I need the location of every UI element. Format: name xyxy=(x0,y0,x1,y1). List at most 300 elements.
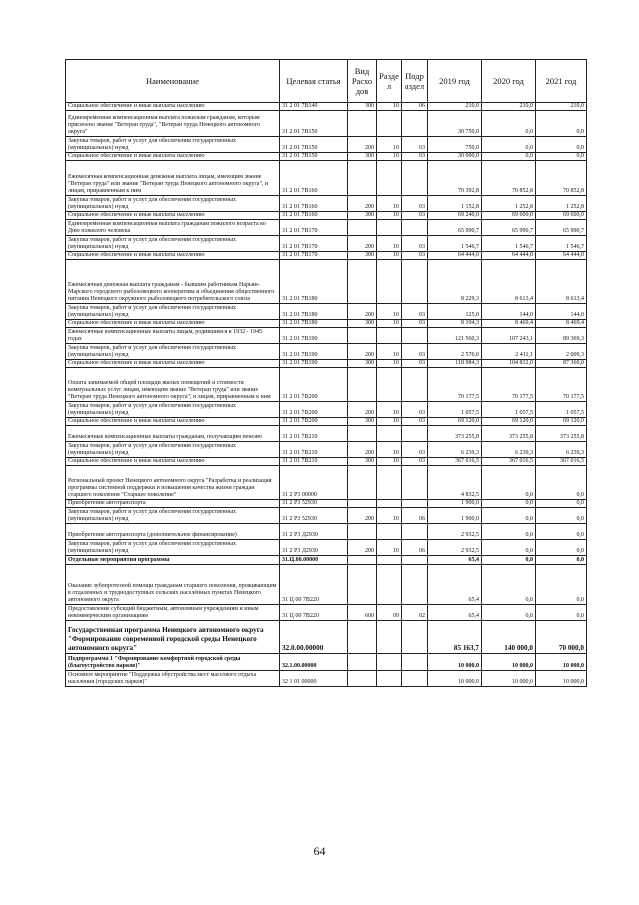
cell-rz: 10 xyxy=(377,103,402,111)
cell-2021: 367 016,5 xyxy=(536,458,587,466)
cell-name: Ежемесячная компенсационная денежная выплата лицам, имеющим звание "Ветеран труда" или звание "Ветеран труда Ненецкого автономного округа", и лицам, приравненным к ним xyxy=(66,161,280,196)
cell-target: 31 2 01 7В170 xyxy=(280,252,348,260)
cell-rz: 10 xyxy=(377,212,402,220)
table-row xyxy=(66,605,587,621)
cell-vr xyxy=(348,260,377,304)
table-row xyxy=(66,304,587,320)
cell-2019: 1 900,0 xyxy=(428,500,482,508)
cell-2019: 210,0 xyxy=(428,103,482,111)
cell-2021: 65 990,7 xyxy=(536,220,587,236)
cell-rz xyxy=(377,111,402,137)
header-2020: 2020 год xyxy=(482,60,536,103)
cell-2020: 144,0 xyxy=(482,304,536,320)
cell-target: 31 2 01 7В170 xyxy=(280,220,348,236)
cell-target: 31 2 Р3 Д2930 xyxy=(280,540,348,556)
cell-name: Социальное обеспечение и иные выплаты населению xyxy=(66,153,280,161)
cell-pr xyxy=(402,671,428,687)
cell-2020: 0,0 xyxy=(482,605,536,621)
cell-vr: 300 xyxy=(348,320,377,328)
table-row xyxy=(66,654,587,671)
cell-2021: 70 000,0 xyxy=(536,621,587,654)
table-row xyxy=(66,196,587,212)
cell-name: Закупка товаров, работ и услуг для обеспечения государственных (муниципальных) нужд xyxy=(66,508,280,524)
cell-2019: 367 016,5 xyxy=(428,458,482,466)
cell-rz xyxy=(377,220,402,236)
header-2019: 2019 год xyxy=(428,60,482,103)
cell-name: Оплата занимаемой общей площади жилых помещений и стоимости коммунальных услуг лицам, имеющим звание "Ветеран труда" или звание "Ветеран труда Ненецкого автономного округа", и лицам, приравненным к ним xyxy=(66,368,280,402)
cell-2021: 10 000,0 xyxy=(536,654,587,671)
cell-rz xyxy=(377,466,402,500)
cell-2021: 144,0 xyxy=(536,304,587,320)
cell-2019: 118 984,3 xyxy=(428,360,482,368)
cell-2020: 0,0 xyxy=(482,153,536,161)
cell-2021: 0,0 xyxy=(536,556,587,565)
cell-2020: 367 016,5 xyxy=(482,458,536,466)
cell-pr xyxy=(402,426,428,442)
header-rz: Разде л xyxy=(377,60,402,103)
cell-target: 31 2 01 7В170 xyxy=(280,236,348,252)
cell-2019: 2 932,5 xyxy=(428,540,482,556)
cell-vr xyxy=(348,426,377,442)
table-row xyxy=(66,426,587,442)
cell-2021: 10 000,0 xyxy=(536,671,587,687)
table-row xyxy=(66,466,587,500)
cell-2019: 10 000,0 xyxy=(428,654,482,671)
cell-2019: 6 239,3 xyxy=(428,442,482,458)
table-row xyxy=(66,103,587,111)
cell-target: 31 2 01 7В160 xyxy=(280,196,348,212)
cell-name: Единовременная компенсационная выплата гражданам пожилого возраста ко Дню пожилого человека xyxy=(66,220,280,236)
cell-pr: 03 xyxy=(402,212,428,220)
cell-vr: 300 xyxy=(348,153,377,161)
table-row xyxy=(66,252,587,260)
cell-rz: 10 xyxy=(377,442,402,458)
cell-2019: 2 932,5 xyxy=(428,524,482,540)
cell-rz xyxy=(377,654,402,671)
cell-pr: 06 xyxy=(402,508,428,524)
cell-vr: 300 xyxy=(348,360,377,368)
cell-rz xyxy=(377,328,402,344)
cell-rz: 10 xyxy=(377,360,402,368)
cell-vr: 300 xyxy=(348,418,377,426)
cell-2021: 1 057,5 xyxy=(536,402,587,418)
cell-rz xyxy=(377,556,402,565)
cell-2020: 1 057,5 xyxy=(482,402,536,418)
cell-target: 32.0.00.00000 xyxy=(280,621,348,654)
cell-name: Закупка товаров, работ и услуг для обеспечения государственных (муниципальных) нужд xyxy=(66,344,280,360)
cell-pr xyxy=(402,260,428,304)
cell-rz: 10 xyxy=(377,153,402,161)
cell-pr: 06 xyxy=(402,540,428,556)
cell-rz: 10 xyxy=(377,508,402,524)
cell-name: Социальное обеспечение и иные выплаты населению xyxy=(66,252,280,260)
cell-2019: 30 750,0 xyxy=(428,111,482,137)
cell-2020: 0,0 xyxy=(482,111,536,137)
cell-2019: 65,4 xyxy=(428,605,482,621)
cell-2020: 8 613,4 xyxy=(482,260,536,304)
table-row xyxy=(66,320,587,328)
table-row xyxy=(66,260,587,304)
cell-rz xyxy=(377,565,402,605)
cell-pr xyxy=(402,565,428,605)
cell-2019: 4 832,5 xyxy=(428,466,482,500)
cell-2020: 70 852,8 xyxy=(482,161,536,196)
cell-rz: 10 xyxy=(377,252,402,260)
cell-name: Единовременная компенсационная выплата пожилым гражданам, которым присвоено звание "Ветеран труда", "Ветеран труда Ненецкого автономного округа" xyxy=(66,111,280,137)
cell-rz: 10 xyxy=(377,320,402,328)
table-row xyxy=(66,671,587,687)
cell-target: 31 Ц 00 7В220 xyxy=(280,565,348,605)
cell-2020: 0,0 xyxy=(482,508,536,524)
cell-2020: 0,0 xyxy=(482,466,536,500)
cell-rz: 10 xyxy=(377,196,402,212)
cell-vr xyxy=(348,671,377,687)
cell-2020: 0,0 xyxy=(482,500,536,508)
table-row xyxy=(66,161,587,196)
cell-2020: 10 000,0 xyxy=(482,671,536,687)
cell-pr: 03 xyxy=(402,402,428,418)
cell-pr: 03 xyxy=(402,252,428,260)
cell-2021: 0,0 xyxy=(536,605,587,621)
cell-2021: 1 252,8 xyxy=(536,196,587,212)
cell-vr: 200 xyxy=(348,344,377,360)
cell-2021: 0,0 xyxy=(536,540,587,556)
cell-2019: 69 240,0 xyxy=(428,212,482,220)
cell-name: Закупка товаров, работ и услуг для обеспечения государственных (муниципальных) нужд xyxy=(66,304,280,320)
table-row xyxy=(66,368,587,402)
cell-target: 31 2 Р3 52930 xyxy=(280,508,348,524)
table-row xyxy=(66,418,587,426)
cell-2020: 10 000,0 xyxy=(482,654,536,671)
cell-pr xyxy=(402,524,428,540)
header-name: Наименование xyxy=(66,60,280,103)
cell-2021: 8 613,4 xyxy=(536,260,587,304)
cell-target: 31 2 01 7В180 xyxy=(280,304,348,320)
cell-2021: 69 600,0 xyxy=(536,212,587,220)
cell-pr: 03 xyxy=(402,137,428,153)
cell-name: Социальное обеспечение и иные выплаты населению xyxy=(66,458,280,466)
cell-vr xyxy=(348,466,377,500)
cell-name: Подпрограмма 1 "Формирование комфортной городской среды (благоустройство парков)" xyxy=(66,654,280,671)
cell-name: Региональный проект Ненецкого автономного округа "Разработка и реализация программы системной поддержки и повышения качества жизни граждан старшего поколения "Старшее поколение" xyxy=(66,466,280,500)
cell-2019: 125,0 xyxy=(428,304,482,320)
cell-target: 31 2 Р3 00000 xyxy=(280,466,348,500)
cell-name: Социальное обеспечение и иные выплаты населению xyxy=(66,360,280,368)
table-row xyxy=(66,565,587,605)
cell-name: Социальное обеспечение и иные выплаты населению xyxy=(66,103,280,111)
cell-2021: 70 852,8 xyxy=(536,161,587,196)
cell-2019: 65 990,7 xyxy=(428,220,482,236)
table-row xyxy=(66,360,587,368)
cell-pr xyxy=(402,556,428,565)
cell-vr xyxy=(348,111,377,137)
cell-vr: 200 xyxy=(348,508,377,524)
cell-vr xyxy=(348,654,377,671)
cell-pr: 03 xyxy=(402,344,428,360)
table-row xyxy=(66,344,587,360)
cell-vr xyxy=(348,328,377,344)
table-row xyxy=(66,442,587,458)
cell-2020: 70 177,5 xyxy=(482,368,536,402)
cell-2019: 1 057,5 xyxy=(428,402,482,418)
cell-name: Оказание зубопротезной помощи гражданам старшего поколения, проживающим в отдаленных и труднодоступных сельских населённых пунктах Ненецкого автономного округа xyxy=(66,565,280,605)
cell-2019: 70 177,5 xyxy=(428,368,482,402)
cell-vr xyxy=(348,565,377,605)
cell-2021: 2 009,3 xyxy=(536,344,587,360)
cell-2020: 1 546,7 xyxy=(482,236,536,252)
table-row xyxy=(66,402,587,418)
cell-rz: 09 xyxy=(377,605,402,621)
cell-2020: 0,0 xyxy=(482,556,536,565)
cell-vr xyxy=(348,220,377,236)
cell-pr xyxy=(402,466,428,500)
cell-name: Ежемесячные компенсационные выплаты лицам, родившимся в 1932 - 1945 годах xyxy=(66,328,280,344)
header-pr: Подр аздел xyxy=(402,60,428,103)
cell-target: 32 1 01 00000 xyxy=(280,671,348,687)
cell-2019: 8 229,3 xyxy=(428,260,482,304)
cell-pr: 03 xyxy=(402,418,428,426)
cell-2021: 0,0 xyxy=(536,153,587,161)
cell-target: 31 2 01 7В200 xyxy=(280,418,348,426)
table-row xyxy=(66,508,587,524)
cell-vr xyxy=(348,368,377,402)
cell-2021: 70 177,5 xyxy=(536,368,587,402)
cell-2021: 87 360,0 xyxy=(536,360,587,368)
cell-rz: 10 xyxy=(377,458,402,466)
cell-name: Приобретение автотранспорта (дополнительное финансирование) xyxy=(66,524,280,540)
cell-rz xyxy=(377,426,402,442)
cell-2019: 64 444,0 xyxy=(428,252,482,260)
cell-pr: 02 xyxy=(402,605,428,621)
cell-pr: 03 xyxy=(402,236,428,252)
cell-name: Закупка товаров, работ и услуг для обеспечения государственных (муниципальных) нужд xyxy=(66,196,280,212)
table-row xyxy=(66,111,587,137)
cell-vr: 300 xyxy=(348,458,377,466)
cell-2019: 70 392,8 xyxy=(428,161,482,196)
table-row xyxy=(66,220,587,236)
cell-target: 31 2 01 7В150 xyxy=(280,153,348,161)
cell-2020: 65 990,7 xyxy=(482,220,536,236)
cell-2020: 0,0 xyxy=(482,524,536,540)
cell-name: Социальное обеспечение и иные выплаты населению xyxy=(66,212,280,220)
cell-2021: 0,0 xyxy=(536,466,587,500)
cell-2019: 65,4 xyxy=(428,556,482,565)
cell-2021: 373 255,8 xyxy=(536,426,587,442)
cell-name: Ежемесячные компенсационные выплаты гражданам, получающим пенсию xyxy=(66,426,280,442)
cell-2019: 8 104,3 xyxy=(428,320,482,328)
cell-name: Закупка товаров, работ и услуг для обеспечения государственных (муниципальных) нужд xyxy=(66,236,280,252)
cell-vr: 200 xyxy=(348,304,377,320)
cell-2021: 6 239,3 xyxy=(536,442,587,458)
table-row xyxy=(66,328,587,344)
cell-2021: 0,0 xyxy=(536,508,587,524)
cell-pr: 03 xyxy=(402,360,428,368)
cell-2020: 140 000,0 xyxy=(482,621,536,654)
table-row xyxy=(66,236,587,252)
cell-pr: 03 xyxy=(402,458,428,466)
cell-target: 31 2 01 7В200 xyxy=(280,402,348,418)
cell-2021: 89 369,3 xyxy=(536,328,587,344)
cell-2020: 8 469,4 xyxy=(482,320,536,328)
cell-name: Приобретение автотранспорта xyxy=(66,500,280,508)
cell-vr: 300 xyxy=(348,252,377,260)
cell-pr xyxy=(402,654,428,671)
cell-target: 31 2 01 7В200 xyxy=(280,368,348,402)
cell-rz xyxy=(377,621,402,654)
cell-target: 31.Ц.00.00000 xyxy=(280,556,348,565)
table-row xyxy=(66,500,587,508)
cell-2020: 107 243,1 xyxy=(482,328,536,344)
cell-2019: 30 000,0 xyxy=(428,153,482,161)
cell-target: 31 2 01 7В210 xyxy=(280,458,348,466)
cell-2020: 64 444,0 xyxy=(482,252,536,260)
cell-2021: 0,0 xyxy=(536,524,587,540)
cell-target: 31 2 01 7В140 xyxy=(280,103,348,111)
cell-2019: 1 546,7 xyxy=(428,236,482,252)
cell-2021: 0,0 xyxy=(536,500,587,508)
cell-target: 31 Ц 00 7В220 xyxy=(280,605,348,621)
cell-target: 31 2 01 7В150 xyxy=(280,111,348,137)
cell-target: 31 2 01 7В190 xyxy=(280,360,348,368)
cell-2021: 0,0 xyxy=(536,565,587,605)
cell-2020: 2 411,1 xyxy=(482,344,536,360)
cell-name: Закупка товаров, работ и услуг для обеспечения государственных (муниципальных) нужд xyxy=(66,540,280,556)
cell-vr: 300 xyxy=(348,212,377,220)
cell-vr: 200 xyxy=(348,402,377,418)
table-row xyxy=(66,621,587,654)
cell-2020: 104 832,0 xyxy=(482,360,536,368)
cell-2020: 6 239,3 xyxy=(482,442,536,458)
cell-2019: 121 560,3 xyxy=(428,328,482,344)
cell-name: Государственная программа Ненецкого автономного округа "Формирование современной городской среды Ненецкого автономного округа" xyxy=(66,621,280,654)
cell-vr: 200 xyxy=(348,196,377,212)
cell-rz: 10 xyxy=(377,540,402,556)
cell-rz: 10 xyxy=(377,418,402,426)
cell-2021: 69 120,0 xyxy=(536,418,587,426)
cell-rz: 10 xyxy=(377,137,402,153)
cell-name: Закупка товаров, работ и услуг для обеспечения государственных (муниципальных) нужд xyxy=(66,137,280,153)
cell-vr xyxy=(348,161,377,196)
page-number: 64 xyxy=(313,844,326,858)
cell-2019: 65,4 xyxy=(428,565,482,605)
cell-rz: 10 xyxy=(377,402,402,418)
cell-rz: 10 xyxy=(377,344,402,360)
cell-2019: 750,0 xyxy=(428,137,482,153)
header-vr: Вид Расхо дов xyxy=(348,60,377,103)
cell-name: Предоставление субсидий бюджетным, автономным учреждениям и иным некоммерческим организациям xyxy=(66,605,280,621)
cell-vr: 200 xyxy=(348,540,377,556)
cell-2019: 10 000,0 xyxy=(428,671,482,687)
cell-2019: 373 255,8 xyxy=(428,426,482,442)
cell-pr: 03 xyxy=(402,196,428,212)
header-2021: 2021 год xyxy=(536,60,587,103)
cell-2019: 1 900,0 xyxy=(428,508,482,524)
cell-name: Социальное обеспечение и иные выплаты населению xyxy=(66,320,280,328)
cell-2019: 1 152,8 xyxy=(428,196,482,212)
cell-name: Ежемесячная денежная выплата гражданам - бывшим работникам Нарьян-Марского городского рыболовецкого кооператива и объединения общественного питания Ненецкого окружного рыболовецкого потребительского союза xyxy=(66,260,280,304)
cell-target: 31 2 01 7В180 xyxy=(280,260,348,304)
cell-2020: 0,0 xyxy=(482,137,536,153)
cell-pr xyxy=(402,220,428,236)
cell-vr xyxy=(348,500,377,508)
cell-pr xyxy=(402,111,428,137)
cell-2021: 0,0 xyxy=(536,111,587,137)
cell-2020: 210,0 xyxy=(482,103,536,111)
cell-pr xyxy=(402,621,428,654)
cell-pr: 06 xyxy=(402,103,428,111)
table-body xyxy=(66,103,587,687)
table-row xyxy=(66,556,587,565)
cell-rz: 10 xyxy=(377,304,402,320)
budget-table xyxy=(65,59,587,687)
cell-target: 32.1.00.00000 xyxy=(280,654,348,671)
cell-2019: 2 576,0 xyxy=(428,344,482,360)
cell-target: 31 2 01 7В180 xyxy=(280,320,348,328)
cell-target: 31 2 01 7В160 xyxy=(280,161,348,196)
cell-2020: 0,0 xyxy=(482,540,536,556)
cell-rz xyxy=(377,368,402,402)
cell-2021: 0,0 xyxy=(536,137,587,153)
cell-name: Закупка товаров, работ и услуг для обеспечения государственных (муниципальных) нужд xyxy=(66,402,280,418)
cell-2020: 1 252,8 xyxy=(482,196,536,212)
cell-pr: 03 xyxy=(402,304,428,320)
cell-vr xyxy=(348,621,377,654)
table-row xyxy=(66,524,587,540)
cell-2020: 69 120,0 xyxy=(482,418,536,426)
cell-vr xyxy=(348,556,377,565)
cell-target: 31 2 01 7В160 xyxy=(280,212,348,220)
cell-name: Закупка товаров, работ и услуг для обеспечения государственных (муниципальных) нужд xyxy=(66,442,280,458)
cell-rz xyxy=(377,260,402,304)
cell-pr xyxy=(402,368,428,402)
cell-rz xyxy=(377,500,402,508)
cell-vr xyxy=(348,524,377,540)
cell-vr: 200 xyxy=(348,137,377,153)
cell-pr: 03 xyxy=(402,442,428,458)
cell-2020: 69 600,0 xyxy=(482,212,536,220)
cell-target: 31 2 01 7В210 xyxy=(280,442,348,458)
cell-vr: 200 xyxy=(348,236,377,252)
cell-target: 31 2 01 7В210 xyxy=(280,426,348,442)
cell-2020: 373 255,8 xyxy=(482,426,536,442)
table-row xyxy=(66,153,587,161)
cell-rz: 10 xyxy=(377,236,402,252)
cell-pr: 03 xyxy=(402,320,428,328)
header-target: Целевая статья xyxy=(280,60,348,103)
cell-vr: 300 xyxy=(348,103,377,111)
cell-2021: 8 469,4 xyxy=(536,320,587,328)
cell-2019: 69 120,0 xyxy=(428,418,482,426)
cell-target: 31 2 Р3 Д2930 xyxy=(280,524,348,540)
cell-pr: 03 xyxy=(402,153,428,161)
cell-pr xyxy=(402,161,428,196)
cell-name: Социальное обеспечение и иные выплаты населению xyxy=(66,418,280,426)
cell-target: 31 2 01 7В190 xyxy=(280,328,348,344)
cell-target: 31 2 Р3 52930 xyxy=(280,500,348,508)
cell-rz xyxy=(377,161,402,196)
cell-pr xyxy=(402,500,428,508)
cell-2019: 85 163,7 xyxy=(428,621,482,654)
cell-name: Основное мероприятие "Поддержка обустройства мест массового отдыха населения (городских парков)" xyxy=(66,671,280,687)
table-row xyxy=(66,540,587,556)
cell-target: 31 2 01 7В150 xyxy=(280,137,348,153)
cell-pr xyxy=(402,328,428,344)
cell-2020: 0,0 xyxy=(482,565,536,605)
table-row xyxy=(66,458,587,466)
cell-target: 31 2 01 7В190 xyxy=(280,344,348,360)
cell-rz xyxy=(377,671,402,687)
table-header xyxy=(66,60,587,103)
